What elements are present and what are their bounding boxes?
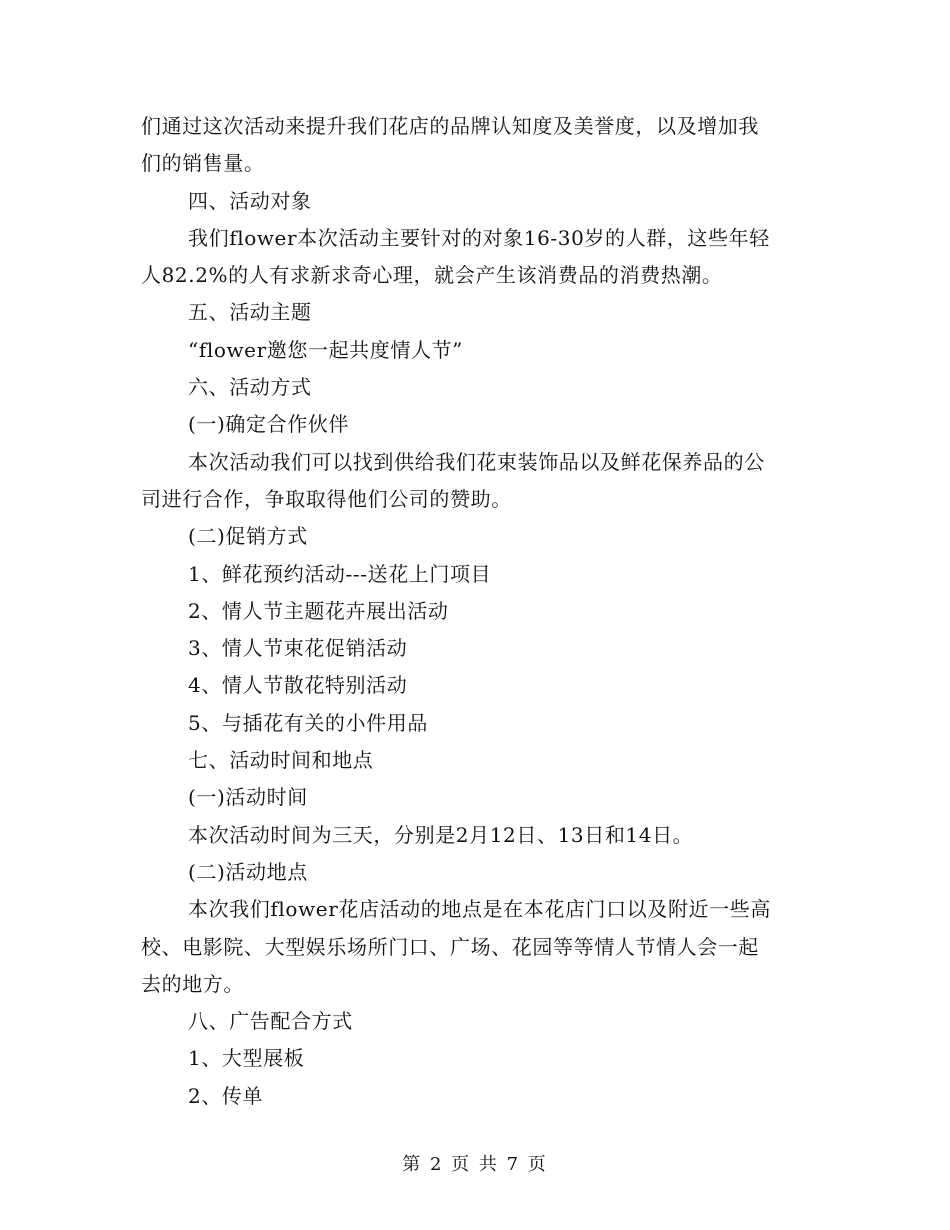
- text-line: 五、活动主题: [188, 300, 312, 325]
- text-line: 本次活动我们可以找到供给我们花束装饰品以及鲜花保养品的公: [188, 449, 765, 474]
- text-line: 四、活动对象: [188, 188, 312, 213]
- text-line: 我们flower本次活动主要针对的对象16-30岁的人群，这些年轻: [188, 225, 770, 250]
- text-line: 1、大型展板: [188, 1046, 305, 1071]
- text-line: (一)活动时间: [188, 785, 308, 810]
- text-line: (二)活动地点: [188, 859, 308, 884]
- text-line: 们通过这次活动来提升我们花店的品牌认知度及美誉度，以及增加我: [141, 114, 759, 138]
- text-line: 们的销售量。: [141, 151, 265, 176]
- text-line: (一)确定合作伙伴: [188, 412, 350, 437]
- text-line: 人82.2%的人有求新求奇心理，就会产生该消费品的消费热潮。: [141, 263, 723, 288]
- text-line: 5、与插花有关的小件用品: [188, 710, 428, 735]
- text-line: 2、传单: [188, 1083, 264, 1108]
- text-line: 本次我们flower花店活动的地点是在本花店门口以及附近一些高: [188, 897, 771, 922]
- text-line: 1、鲜花预约活动---送花上门项目: [188, 561, 492, 586]
- text-line: 本次活动时间为三天，分别是2月12日、13日和14日。: [188, 822, 694, 847]
- text-line: “flower邀您一起共度情人节”: [188, 337, 464, 362]
- text-line: 七、活动时间和地点: [188, 748, 374, 773]
- text-line: 3、情人节束花促销活动: [188, 636, 408, 661]
- text-line: 六、活动方式: [188, 375, 312, 400]
- text-line: 校、电影院、大型娱乐场所门口、广场、花园等等情人节情人会一起: [141, 934, 759, 959]
- text-line: 八、广告配合方式: [188, 1009, 353, 1034]
- document-body: [141, 108, 811, 1115]
- text-line: 2、情人节主题花卉展出活动: [188, 598, 449, 623]
- text-line: 4、情人节散花特别活动: [188, 673, 408, 698]
- page-number-footer: 第 2 页 共 7 页: [402, 1154, 548, 1175]
- text-line: 去的地方。: [141, 971, 244, 996]
- text-line: (二)促销方式: [188, 524, 308, 549]
- text-line: 司进行合作，争取取得他们公司的赞助。: [141, 486, 512, 511]
